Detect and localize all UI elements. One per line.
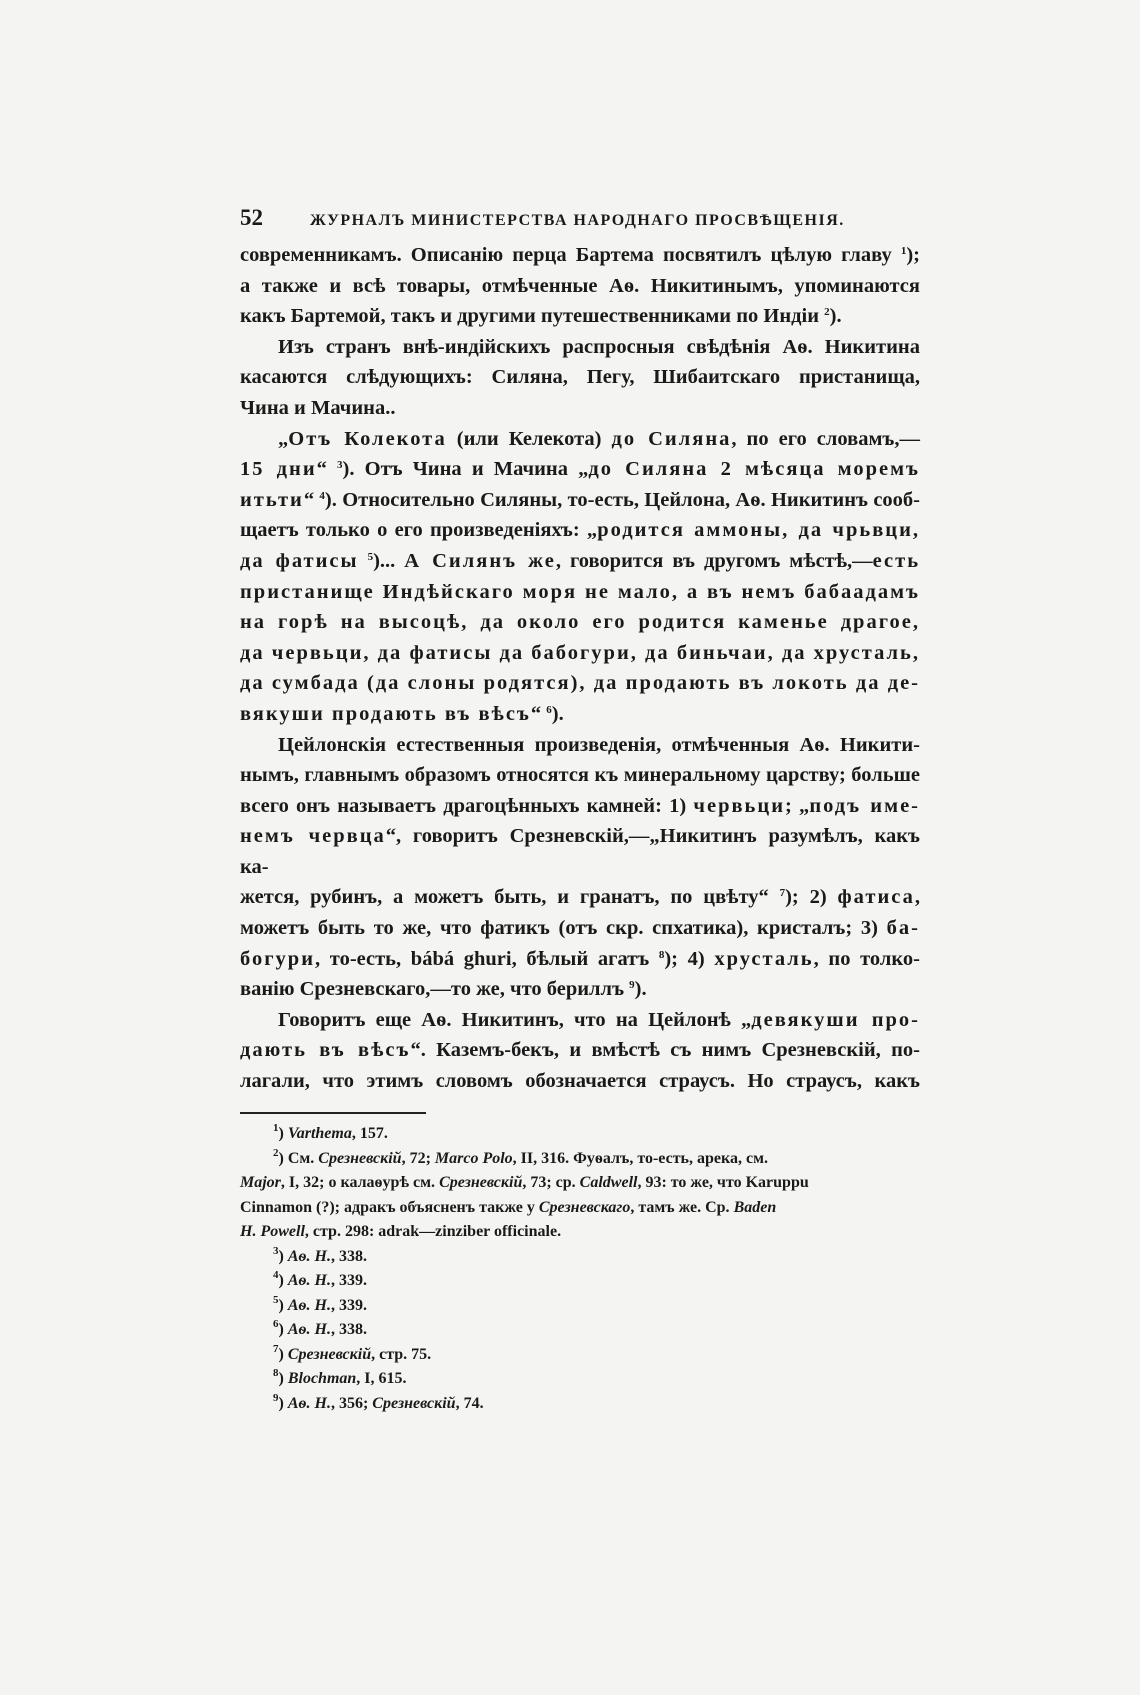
footnote-ref[interactable]: 2: [824, 306, 830, 319]
text-line: да сумбада (да слоны родятся), да продають въ локоть да де-: [240, 672, 920, 695]
text-line: нымъ, главнымъ образомъ относятся къ минеральному царству; больше: [240, 764, 920, 787]
text-line: богури, то-есть, bábá ghuri, бѣлый агатъ $^8$); 4) хрусталь, по толко-: [240, 947, 920, 970]
text-line: касаются слѣдующихъ: Силяна, Пегу, Шибаитскаго пристанища,: [240, 366, 920, 389]
paragraph-2: [240, 332, 920, 424]
footnote-2-cont: Cinnamon (?); адракъ объясненъ также у Срезневскаго, тамъ же. Ср. Baden: [240, 1198, 777, 1216]
footnote-ref[interactable]: 6: [546, 703, 552, 716]
text-line: какъ Бартемой, такъ и другими путешественниками по Индіи $^2$).: [240, 305, 842, 328]
text-line: Изъ странъ внѣ-индійскихъ распросныя свѣдѣнія Аѳ. Никитина: [278, 335, 920, 358]
text-line: современникамъ. Описанію перца Бартема посвятилъ цѣлую главу $^1$);: [240, 244, 920, 266]
text-line: немъ червца“, говоритъ Срезневскій,—„Никитинъ разумѣлъ, какъ ка-: [240, 825, 920, 878]
text-line: пристанище Индѣйскаго моря не мало, а въ немъ бабаадамъ: [240, 580, 920, 603]
text-line: а также и всѣ товары, отмѣченные Аѳ. Никитинымъ, упоминаются: [240, 274, 920, 297]
footnote-ref[interactable]: 1: [900, 245, 907, 257]
page-header: [240, 205, 920, 231]
footnote-4: $^4$) Аѳ. Н., 339.: [273, 1269, 367, 1289]
text-line: Цейлонскія естественныя произведенія, отмѣченныя Аѳ. Никити-: [278, 733, 920, 756]
footnote-2: $^2$) См. Срезневскій, 72; Marco Polo, II, 316. Фуѳалъ, то-есть, арека, см.: [273, 1146, 768, 1167]
paragraph-3: [240, 424, 920, 730]
footnote-ref[interactable]: 7: [779, 887, 786, 900]
text-line: лагали, что этимъ словомъ обозначается страусъ. Но страусъ, какъ: [240, 1070, 920, 1093]
footnote-3: $^3$) Аѳ. Н., 338.: [273, 1244, 367, 1265]
footnote-2-cont: Major, I, 32; о калаѳурѣ см. Срезневскій, 73; ср. Caldwell, 93: то же, что Karuppu: [240, 1174, 809, 1191]
footnote-ref[interactable]: 4: [319, 489, 325, 502]
footnote-ref[interactable]: 9: [629, 979, 635, 992]
footnotes: [240, 1122, 920, 1416]
paragraph-5: [240, 1005, 920, 1097]
footnote-ref[interactable]: 5: [367, 550, 374, 563]
paragraph-1: [240, 240, 920, 332]
page-number: 52: [240, 205, 263, 230]
text-line: „Отъ Колекота (или Келекота) до Силяна, по его словамъ,—: [278, 427, 921, 450]
footnote-ref[interactable]: 3: [337, 459, 343, 472]
running-title: ЖУРНАЛЪ МИНИСТЕРСТВА НАРОДНАГО ПРОСВѢЩЕНІЯ.: [310, 212, 845, 229]
footnote-5: $^5$) Аѳ. Н., 339.: [273, 1293, 367, 1314]
footnote-7: $^7$) Срезневскій, стр. 75.: [273, 1342, 432, 1363]
text-line: да червьци, да фатисы да бабогури, да биньчаи, да хрусталь,: [240, 641, 920, 664]
text-line: жется, рубинъ, а можетъ быть, и гранатъ, по цвѣту“ $^7$); 2) фатиса,: [240, 886, 920, 909]
footnote-6: $^6$) Аѳ. Н., 338.: [273, 1318, 367, 1338]
text-line: Говоритъ еще Аѳ. Никитинъ, что на Цейлонѣ „девякуши про-: [278, 1008, 921, 1031]
paragraph-4: [240, 730, 920, 1005]
text-line: дають въ вѣсъ“. Каземъ-бекъ, и вмѣстѣ съ нимъ Срезневскій, по-: [240, 1039, 920, 1062]
text-line: можетъ быть то же, что фатикъ (отъ скр. спхатика), кристалъ; 3) ба-: [240, 917, 920, 940]
text-line: ванію Срезневскаго,—то же, что бериллъ $^9$).: [240, 978, 647, 1001]
text-line: Чина и Мачина..: [240, 396, 396, 419]
text-line: да фатисы $^5$)... А Силянъ же, говорится въ другомъ мѣстѣ,—есть: [240, 549, 921, 572]
text-line: 15 дни“ $^3$). Отъ Чина и Мачина „до Силяна 2 мѣсяца моремъ: [240, 458, 920, 481]
footnote-2-cont: H. Powell, стр. 298: adrak—zinziber officinale.: [240, 1223, 562, 1240]
main-text: [240, 240, 920, 1097]
footnote-divider: [240, 1112, 426, 1114]
text-line: итьти“ $^4$). Относительно Силяны, то-есть, Цейлона, Аѳ. Никитинъ сооб-: [240, 488, 920, 511]
footnote-9: $^9$) Аѳ. Н., 356; Срезневскій, 74.: [273, 1391, 484, 1412]
text-line: вякуши продають въ вѣсъ“ $^6$).: [240, 702, 564, 725]
footnote-ref[interactable]: 8: [658, 948, 665, 961]
footnote-8: $^8$) Blochman, I, 615.: [273, 1367, 407, 1387]
text-line: на горѣ на высоцѣ, да около его родится каменье драгое,: [240, 611, 920, 634]
text-line: щаетъ только о его произведеніяхъ: „родится аммоны, да чрьвци,: [240, 519, 921, 542]
text-line: всего онъ называетъ драгоцѣнныхъ камней: 1) червьци; „подъ име-: [240, 794, 921, 817]
footnote-1: $^1$) Varthema, 157.: [273, 1122, 388, 1142]
